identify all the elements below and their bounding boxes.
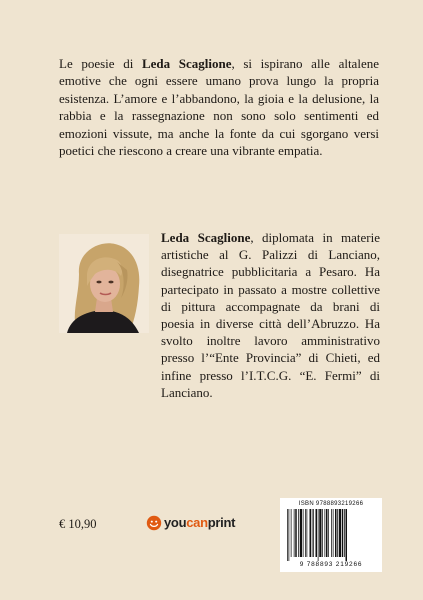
- isbn-label: ISBN 9788893219266: [298, 501, 364, 507]
- book-blurb: [59, 55, 379, 159]
- bio-author-name: Leda Scaglione: [161, 230, 251, 245]
- ean-13-barcode-icon: [286, 509, 376, 561]
- publisher-name: [164, 515, 235, 531]
- bio-text: , diplomata in materie artistiche al G. Palizzi di Lanciano, disegnatrice pubblicitaria a Pesaro. Ha partecipato in passato a mostre collettive di pittura accompagnate da brani di poesia in diverse città dell’Abruzzo. Ha svolto inoltre lavoro amministrativo presso l’“Ente Provincia” di Chieti, ed infine presso l’I.T.C.G. “E. Fermi” di Lanciano.: [161, 230, 380, 400]
- isbn-barcode: [280, 498, 382, 572]
- barcode-digits: 9 788893 219266: [299, 561, 363, 568]
- blurb-text: , si ispirano alle altalene emotive che ogni essere umano prova lungo la propria esistenza. L’amore e l’abbandono, la gioia e la delusione, la rabbia e la rassegnazione non sono solo sentimenti ed emozioni vissute, ma anche la fonte da cui sgorgano versi poetici che riescono a creare una vibrante empatia.: [59, 56, 379, 159]
- publisher-name-part1: you: [164, 515, 187, 530]
- youcanprint-logo-icon: [146, 515, 162, 531]
- publisher-name-part3: print: [207, 515, 236, 530]
- book-price: € 10,90: [59, 517, 97, 531]
- blurb-lead: Le poesie di: [59, 56, 142, 71]
- publisher-name-part2: can: [186, 515, 208, 530]
- publisher-logo: [146, 514, 235, 532]
- author-photo: [59, 234, 149, 333]
- author-bio: [161, 229, 380, 401]
- blurb-author-name: Leda Scaglione: [141, 56, 232, 71]
